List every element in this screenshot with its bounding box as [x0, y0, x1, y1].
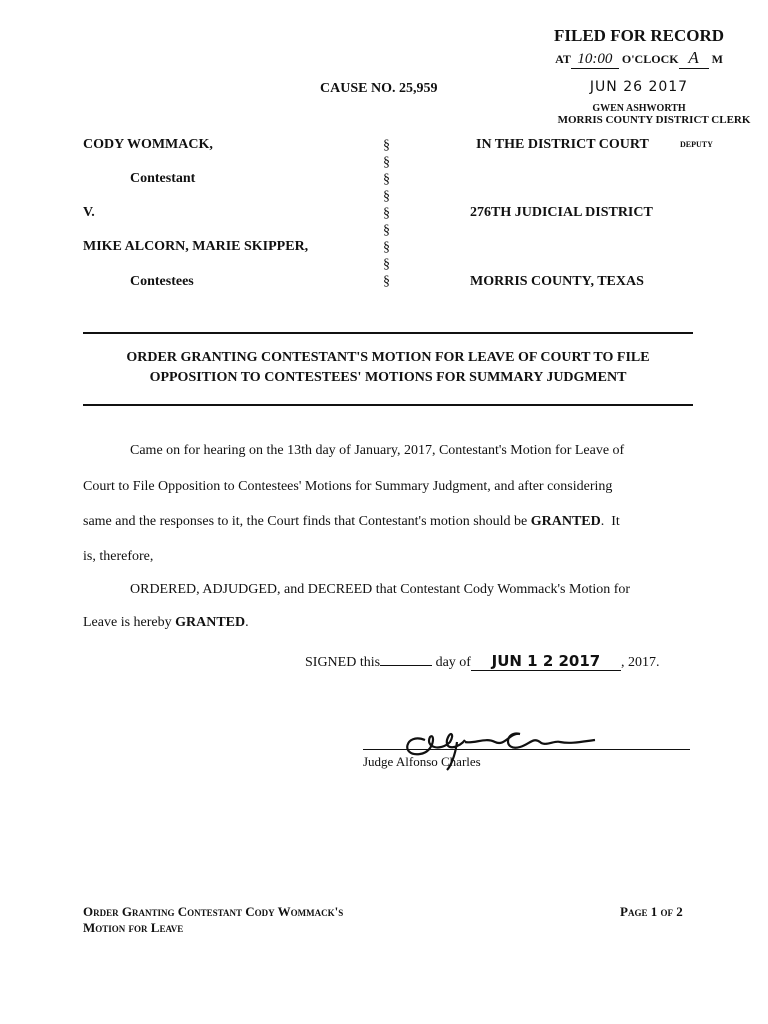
body-line — [83, 615, 249, 631]
section-symbol: § — [383, 206, 390, 221]
signed-this-label: SIGNED this — [305, 655, 381, 670]
section-symbol: § — [383, 138, 390, 153]
section-symbol: § — [383, 172, 390, 187]
filed-meridiem: A — [679, 48, 709, 69]
m-label: M — [711, 52, 723, 66]
judge-name: Judge Alfonso Charles — [363, 754, 481, 769]
granted-text: GRANTED — [530, 514, 601, 529]
stamp-date: JUN 26 2017 — [589, 79, 689, 95]
judicial-district: 276TH JUDICIAL DISTRICT — [470, 205, 653, 220]
section-symbol: § — [383, 240, 390, 255]
filed-for-record: FILED FOR RECORD — [553, 26, 724, 45]
stamped-date: JUN 1 2 2017 — [471, 652, 621, 671]
body-text: same and the responses to it, the Court finds that Contestant's motion should be — [83, 514, 528, 529]
clerk-title: MORRIS COUNTY DISTRICT CLERK — [557, 114, 751, 126]
section-symbol: § — [383, 155, 390, 170]
body-line: is, therefore, — [83, 549, 154, 564]
contestant-role: Contestant — [130, 171, 196, 186]
section-symbol: § — [383, 189, 390, 204]
filing-stamp — [510, 26, 768, 126]
cause-number: CAUSE NO. 25,959 — [320, 81, 438, 96]
page-number: Page 1 of 2 — [620, 904, 683, 919]
county: MORRIS COUNTY, TEXAS — [470, 274, 644, 289]
year-label: , 2017. — [620, 655, 660, 670]
footer-title-line1: Order Granting Contestant Cody Wommack's — [83, 904, 344, 919]
body-text: . It — [600, 514, 620, 529]
order-title-line2: OPPOSITION TO CONTESTEES' MOTIONS FOR SUMMARY JUDGMENT — [149, 370, 627, 385]
signed-line — [305, 652, 659, 671]
deputy-label: DEPUTY — [680, 140, 713, 149]
divider-bottom — [83, 404, 693, 406]
oclock-label: O'CLOCK — [621, 52, 679, 66]
section-symbol: § — [383, 223, 390, 238]
granted-text: GRANTED — [175, 615, 246, 630]
versus: V. — [83, 205, 95, 220]
day-of-label: day of — [435, 655, 471, 670]
body-line — [83, 514, 620, 530]
section-symbol: § — [383, 257, 390, 272]
body-line: Came on for hearing on the 13th day of January, 2017, Contestant's Motion for Leave of — [130, 443, 625, 458]
contestees-role: Contestees — [130, 274, 194, 289]
body-line: ORDERED, ADJUDGED, and DECREED that Contestant Cody Wommack's Motion for — [130, 582, 631, 597]
section-symbol: § — [383, 274, 390, 289]
filed-time: 10:00 — [571, 51, 619, 69]
body-text: . — [245, 615, 249, 630]
divider-top — [83, 332, 693, 334]
body-line: Court to File Opposition to Contestees' Motions for Summary Judgment, and after considering — [83, 479, 613, 494]
body-text: Leave is hereby — [83, 615, 172, 630]
contestees-names: MIKE ALCORN, MARIE SKIPPER, — [83, 239, 309, 254]
footer-title-line2: Motion for Leave — [83, 920, 184, 935]
contestant-name: CODY WOMMACK, — [83, 137, 213, 152]
clerk-name: GWEN ASHWORTH — [592, 103, 686, 114]
day-blank — [380, 653, 432, 666]
order-title-line1: ORDER GRANTING CONTESTANT'S MOTION FOR LEAVE OF COURT TO FILE — [126, 350, 650, 365]
at-label: AT — [555, 52, 571, 66]
signature-line — [363, 749, 690, 750]
court-name: IN THE DISTRICT COURT — [476, 137, 649, 152]
